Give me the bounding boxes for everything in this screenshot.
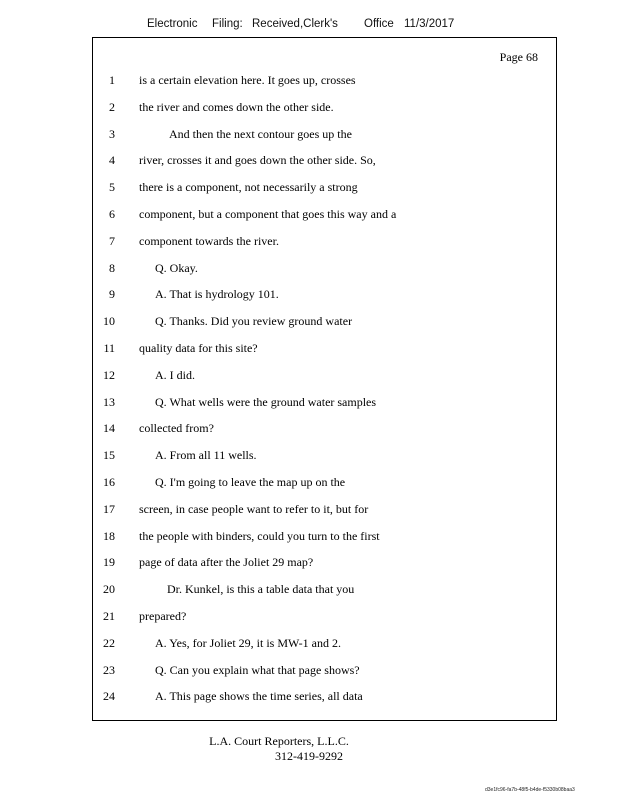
line-number: 14: [103, 421, 115, 436]
transcript-line: [93, 663, 556, 690]
line-number: 10: [103, 314, 115, 329]
transcript-line: [93, 73, 556, 100]
line-number: 11: [103, 340, 115, 355]
line-text: A. Yes, for Joliet 29, it is MW-1 and 2.: [155, 635, 341, 650]
line-number: 9: [109, 287, 115, 302]
transcript-line: [93, 100, 556, 127]
line-text: Q. What wells were the ground water samples: [155, 394, 377, 409]
transcript-line: [93, 636, 556, 663]
transcript-line: [93, 689, 556, 716]
line-number: 8: [109, 260, 115, 275]
header-electronic: Electronic: [147, 18, 198, 30]
transcript-line: [93, 261, 556, 288]
footer-phone: 312-419-9292: [275, 749, 343, 763]
transcript-line: [93, 529, 556, 556]
line-number: 5: [109, 180, 115, 195]
document-id: d3e1fc96-fa7b-48f5-b4de-f5330b08baa3: [485, 787, 575, 793]
line-number: 3: [109, 126, 115, 141]
line-text: is a certain elevation here. It goes up, crosses: [139, 73, 356, 87]
transcript-page: [92, 37, 557, 721]
transcript-line: [93, 475, 556, 502]
line-number: 18: [103, 528, 115, 543]
line-text: A. This page shows the time series, all data: [155, 689, 363, 704]
transcript-line: [93, 421, 556, 448]
transcript-line: [93, 234, 556, 261]
line-text: the people with binders, could you turn to the first: [139, 528, 380, 543]
transcript-line: [93, 502, 556, 529]
line-text: And then the next contour goes up the: [169, 126, 352, 141]
line-number: 16: [103, 474, 115, 489]
line-text: page of data after the Joliet 29 map?: [139, 555, 314, 570]
transcript-lines: [93, 73, 556, 716]
transcript-line: [93, 180, 556, 207]
header-date: 11/3/2017: [404, 18, 455, 30]
line-number: 2: [109, 99, 115, 114]
line-text: river, crosses it and goes down the other side. So,: [139, 153, 376, 168]
transcript-line: [93, 448, 556, 475]
page-number: Page 68: [499, 50, 538, 64]
line-text: Q. Okay.: [155, 260, 198, 275]
transcript-line: [93, 341, 556, 368]
line-text: the river and comes down the other side.: [139, 99, 334, 114]
transcript-line: [93, 555, 556, 582]
line-number: 20: [103, 582, 115, 597]
line-number: 7: [109, 233, 115, 248]
line-text: component, but a component that goes this way and a: [139, 206, 397, 221]
line-number: 6: [109, 206, 115, 221]
line-text: A. I did.: [155, 367, 195, 382]
line-text: A. That is hydrology 101.: [155, 287, 279, 302]
transcript-line: [93, 368, 556, 395]
line-number: 1: [109, 73, 115, 87]
transcript-line: [93, 153, 556, 180]
transcript-line: [93, 127, 556, 154]
line-number: 24: [103, 689, 115, 704]
transcript-line: [93, 582, 556, 609]
line-text: A. From all 11 wells.: [155, 448, 257, 463]
line-number: 4: [109, 153, 115, 168]
line-number: 22: [103, 635, 115, 650]
transcript-line: [93, 314, 556, 341]
line-number: 13: [103, 394, 115, 409]
header-received: Received,Clerk's: [252, 18, 338, 30]
line-number: 23: [103, 662, 115, 677]
line-text: quality data for this site?: [139, 340, 258, 355]
transcript-line: [93, 287, 556, 314]
header-filing: Filing:: [212, 18, 243, 30]
line-text: screen, in case people want to refer to it, but for: [139, 501, 369, 516]
line-text: Q. Thanks. Did you review ground water: [155, 314, 353, 329]
transcript-line: [93, 609, 556, 636]
filing-stamp-header: [0, 18, 618, 38]
line-text: prepared?: [139, 608, 187, 623]
line-text: Q. Can you explain what that page shows?: [155, 662, 360, 677]
line-number: 21: [103, 608, 115, 623]
footer-company: L.A. Court Reporters, L.L.C.: [209, 734, 349, 748]
line-text: component towards the river.: [139, 233, 279, 248]
transcript-line: [93, 395, 556, 422]
line-text: Dr. Kunkel, is this a table data that you: [167, 582, 355, 597]
line-number: 19: [103, 555, 115, 570]
line-text: collected from?: [139, 421, 214, 436]
line-number: 15: [103, 448, 115, 463]
line-text: there is a component, not necessarily a strong: [139, 180, 358, 195]
header-office: Office: [364, 18, 394, 30]
line-number: 12: [103, 367, 115, 382]
transcript-line: [93, 207, 556, 234]
line-text: Q. I'm going to leave the map up on the: [155, 474, 346, 489]
line-number: 17: [103, 501, 115, 516]
